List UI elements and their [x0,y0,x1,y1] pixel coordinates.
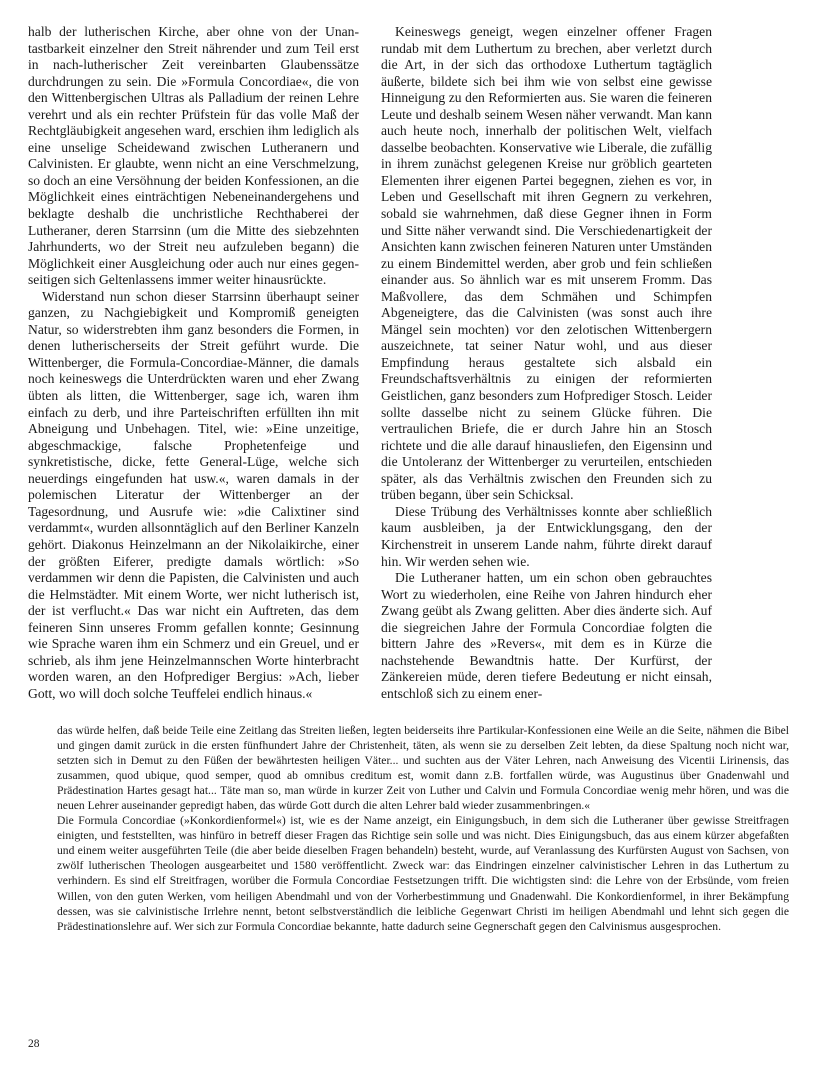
left-paragraph-1: halb der lutherischen Kirche, aber ohne von der Unantastbarkeit einzelner den Streit nährender und zum Teil erst in nach-lutherischer Zeit vereinbarten Glaubenssätze durchdrungen zu sein. Die »Formula Concordiae«, die von den Wittenbergischen Ultras als Palladium der reinen Lehre verehrt und als ein rechter Prüfstein für das volle Maß der Rechtgläubigkeit angesehen ward, erschien ihm lediglich als eine unselige Scheidewand zwischen Lutheranern und Calvinisten. Er glaubte, wenn nicht an eine Verschmelzung, so doch an eine Versöhnung der beiden Konfessionen, an die Möglichkeit eines einträchtigen Nebeneinandergehens und beklagte deshalb die unchristliche Rechthaberei der Lutheraner, deren Starrsinn (um die Mitte des siebzehnten Jahrhunderts, wo der Streit neu aufzuleben begann) die Möglichkeit einer Ausgleichung oder auch nur eines gegenseitigen sich Geltenlassens immer weiter hinausrückte. [28,24,359,288]
left-text-column [28,24,359,702]
right-paragraph-2: Diese Trübung des Verhältnisses konnte aber schließlich kaum ausbleiben, ja der Entwicklungsgang, den der Kirchenstreit in unserem Lande nahm, führte direkt darauf hin. Wir werden sehen wie. [381,503,712,569]
right-paragraph-3: Die Lutheraner hatten, um ein schon oben gebrauchtes Wort zu wiederholen, eine Reihe von Jahren hindurch eher Zwang geübt als Zwang gelitten. Aber dies änderte sich. Auf die siegreichen Jahre der Formula Concordiae folgten die bittern Jahre des »Revers«, mit dem es in Kürze die nachstehende Bewandtnis hatte. Der Kurfürst, der Zänkereien müde, deren tiefere Bedeutung er nicht einsah, entschloß sich zu einem ener- [381,570,712,701]
footnote-continuation: das würde helfen, daß beide Teile eine Zeitlang das Streiten ließen, legten beiderseits ihre Partikular-Konfessionen eine Weile an die Seite, nähmen die Bibel und gingen damit zurück in die ersten fünfhundert Jahre der Christenheit, täten, als wenn sie zu derselben Zeit lebten, da diese Spaltung noch nicht war, setzten sich in Demut zu den Füßen der bewährtesten heiligen Väter... und suchten aus der Väter Lehren, nach Anweisung des Vicentii Lirinensis, das zusammen, quod ubique, quod semper, quod ab omnibus creditum est, womit dann z.B. fortfallen würde, was Augustinus über Gnadenwahl und Prädestination Hartes gesagt hat... Täte man so, man würde in kurzer Zeit von Luther und Calvin und Formula Concordiae wenig mehr hören, und was die neuen Lehrer auseinander gepredigt haben, das würde Gott durch die alten Lehrer bald wieder zusammenbringen.« [57,724,789,813]
right-paragraph-1: Keineswegs geneigt, wegen einzelner offener Fragen rundab mit dem Luthertum zu brechen, aber verletzt durch die Art, in der sich das orthodoxe Luthertum tagtäglich äußerte, bildete sich bei ihm wie von selbst eine gewisse Hinneigung zu den Reformierten aus. Sie waren die feineren Leute und deshalb seinem Wesen näher verwandt. Man kann auch heute noch, innerhalb der politischen Welt, vielfach dasselbe beobachten. Konservative wie Liberale, die zufällig in ihrem zunächst gelegenen Kreise nur gröblich gearteten Elementen ihrer eigenen Partei begegnen, ziehen es vor, in Leben und Gesellschaft mit ihren Gegnern zu verkehren, sobald sie wahrnehmen, daß diese Gegner ihnen in Form und Sitte näher verwandt sind. Die Verschiedenartigkeit der Ansichten kann zwischen feineren Naturen unter Umständen zu einem Bindemittel werden, aber grob und fein schließen einander aus. So ähnlich war es mit unserem Fromm. Das Maßvollere, das dem Schmähen und Schimpfen Abgeneigtere, das die Calvinisten (was sonst auch ihre Mängel sein mochten) vor den zelotischen Wittenbergern auszeichnete, tat seiner Natur wohl, und aus dieser Empfindung heraus gestaltete sich alsbald ein Freundschaftsverhältnis zu einigen der reformierten Geistlichen, ganz besonders zum Hofprediger Stosch. Leider sollte dasselbe nicht zu seinem Glücke führen. Die vertraulichen Briefe, die er durch Jahre hin an Stosch richtete und die alle darauf hinausliefen, den Eigensinn und die Untoleranz der Wittenberger zu verurteilen, entschieden später, als das Verhältnis zwischen den Freunden sich zu trüben begann, über sein Schicksal. [381,24,712,503]
footnote-formula-concordiae: Die Formula Concordiae (»Konkordienformel«) ist, wie es der Name anzeigt, ein Einigungsbuch, in dem sich die Lutheraner über gewisse Streitfragen einigten, und feststellten, was hinfüro in betreff dieser Fragen das Richtige sein solle und was nicht. Dies Einigungsbuch, das aus einem kürzer abgefaßten und einem weiter ausgeführten Teile (die aber beide dieselben Fragen behandeln) besteht, wurde, auf Veranlassung des Kurfürsten August von Sachsen, von zwölf lutherischen Theologen ausgearbeitet und 1580 veröffentlicht. Zweck war: das Eindringen einzelner calvinistischer Lehren in das Luthertum zu verhindern. Es sind elf Streitfragen, worüber die Formula Concordiae Festsetzungen trifft. Die wichtigsten sind: die Lehre von der Erbsünde, vom freien Willen, von den guten Werken, vom heiligen Abendmahl und von der Vorherbestimmung und Gnadenwahl. Die Konkordienformel, in ihrer Bekämpfung dessen, was sie calvinistische Irrlehre nennt, betont selbstverständlich die leibliche Gegenwart Christi im heiligen Abendmahl und lehnt sich gegen die Prädestinationslehre auf. Wer sich zur Formula Concordiae bekannte, hatte dadurch seine Gegnerschaft gegen den Calvinismus ausgesprochen. [57,814,789,933]
left-paragraph-2: Widerstand nun schon dieser Starrsinn überhaupt seiner ganzen, zu Nachgiebigkeit und Kompromiß geneigten Natur, so widerstrebten ihm ganz besonders die Formen, in denen lutherischerseits der Streit geführt wurde. Die Wittenberger, die Formula-Concordiae-Männer, die damals noch keineswegs die Unterdrückten waren und eher Zwang übten als litten, die Wittenberger, sage ich, waren ihm einfach zu derb, und ihre Parteischriften erfüllten ihn mit Abneigung und Unbehagen. Titel, wie: »Eine unzeitige, abgeschmackige, falsche Prophetenfeige und synkretistische, dicke, fette General-Lüge, welche sich neuerdings eingefunden hat usw.«, waren damals in der polemischen Literatur der Wittenberger an der Tagesordnung, und Ausrufe wie: »die Calixtiner sind verdammt«, wurden allsonntäglich auf den Berliner Kanzeln gehört. Diakonus Heinzelmann an der Nikolaikirche, einer der größten Eiferer, predigte damals wörtlich: »So verdammen wir denn die Papisten, die Calvinisten und auch die Helmstädter. Mit einem Worte, wer nicht lutherisch ist, der ist verflucht.« Das war nicht ein Auftreten, das dem feineren Sinn unseres Fromm gefallen konnte; Gesinnung wie Sprache waren ihm ein Schmerz und ein Greuel, und er schrieb, als ihm jene Heinzelmannschen Worte hinterbracht worden waren, an den Hofprediger Bergius: »Ach, lieber Gott, wo will doch solche Teuffelei endlich hinaus.« [28,288,359,701]
right-text-column [381,24,712,702]
page-number: 28 [28,1038,40,1050]
footnotes [57,723,789,934]
